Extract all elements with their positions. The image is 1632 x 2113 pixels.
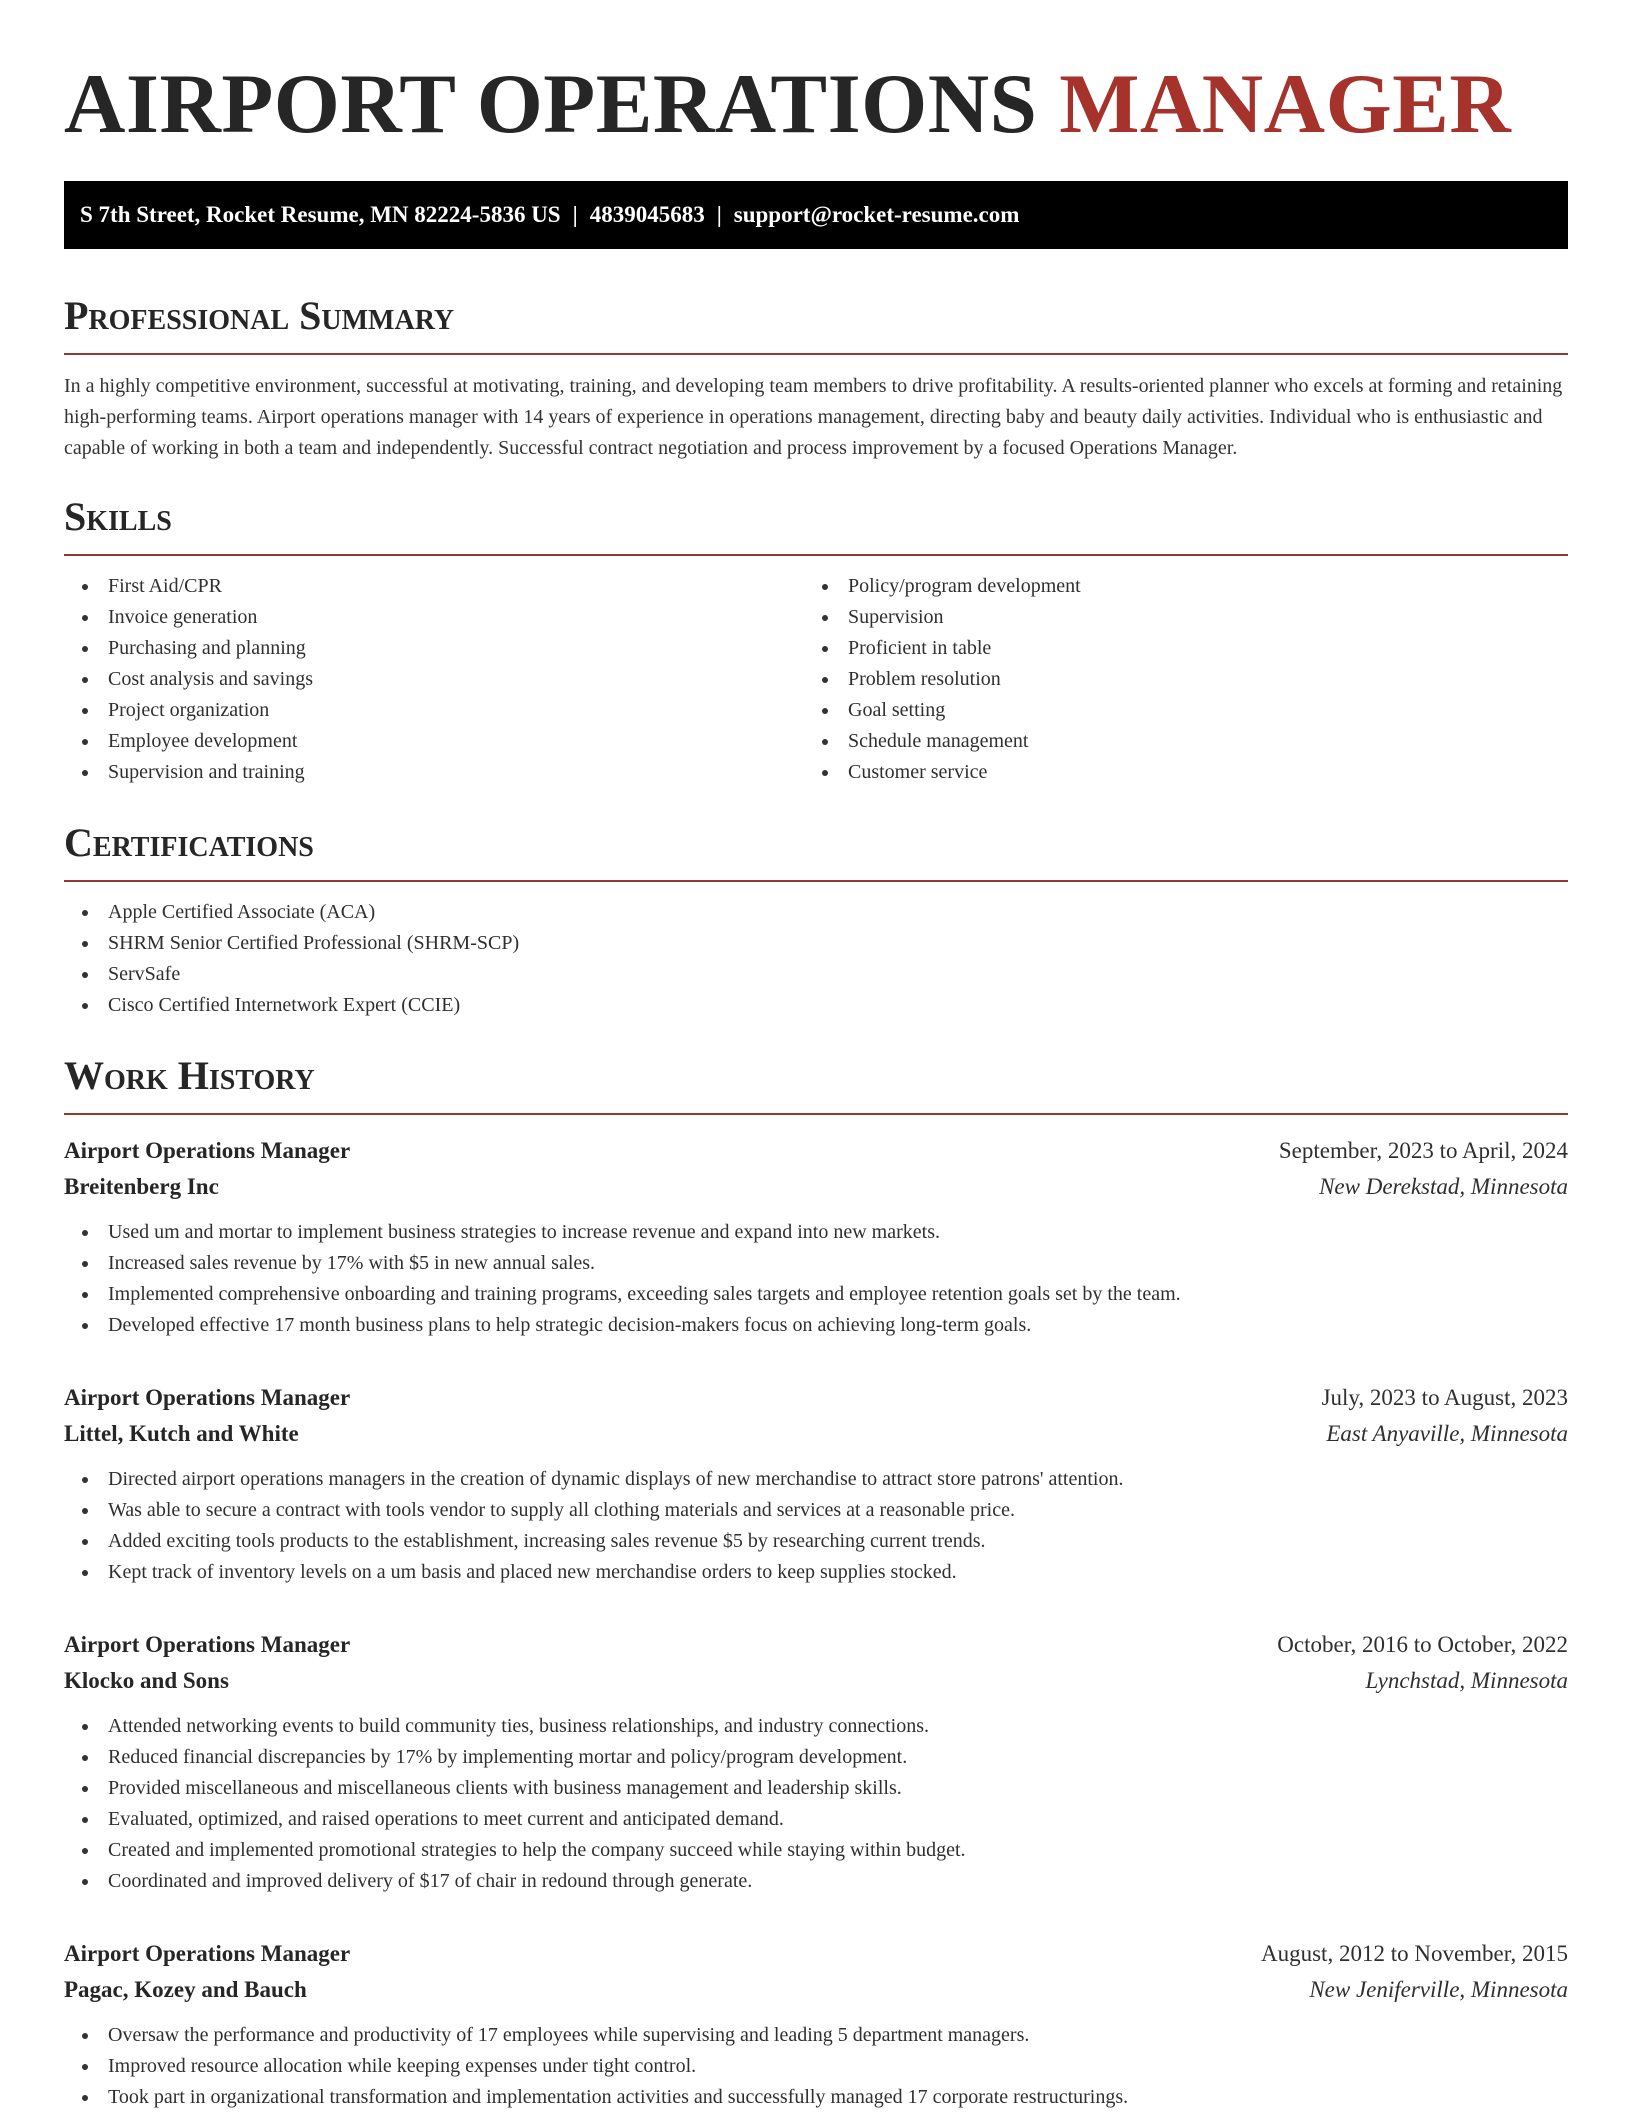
skill-item: Policy/program development: [804, 571, 1544, 602]
section-divider: [64, 880, 1568, 882]
job-bullet: Provided miscellaneous and miscellaneous clients with business management and leadership skills.: [64, 1773, 1568, 1804]
job-entry: [64, 1627, 1568, 1897]
skill-item: Employee development: [64, 726, 804, 757]
summary-text: In a highly competitive environment, successful at motivating, training, and developing team members to drive profitability. A results-oriented planner who excels at forming and retaining high-performing teams. Airport operations manager with 14 years of experience in operations management, directing baby and beauty daily activities. Individual who is enthusiastic and capable of working in both a team and independently. Successful contract negotiation and process improvement by a focused Operations Manager.: [64, 375, 1563, 459]
job-bullet: Increased sales revenue by 17% with $5 in new annual sales.: [64, 1248, 1568, 1279]
job-bullet: Coordinated and improved delivery of $17 of chair in redound through generate.: [64, 1866, 1568, 1897]
skill-item: Invoice generation: [64, 602, 804, 633]
job-bullet: Implemented comprehensive onboarding and training programs, exceeding sales targets and employee retention goals set by the team.: [64, 1279, 1568, 1310]
job-entry: [64, 1936, 1568, 2113]
job-bullet: Improved resource allocation while keeping expenses under tight control.: [64, 2051, 1568, 2082]
job-company-row: [64, 1416, 1568, 1452]
skills-section: [64, 494, 1568, 788]
job-location: East Anyaville, Minnesota: [1326, 1421, 1568, 1446]
job-location: New Derekstad, Minnesota: [1319, 1174, 1568, 1199]
job-bullets: [64, 1217, 1568, 1341]
skill-item: Project organization: [64, 695, 804, 726]
certification-item: Apple Certified Associate (ACA): [64, 897, 1568, 928]
contact-email: support@rocket-resume.com: [733, 202, 1020, 227]
job-bullet: Developed effective 17 month business plans to help strategic decision-makers focus on achieving long-term goals.: [64, 1310, 1568, 1341]
job-bullet: Added exciting tools products to the establishment, increasing sales revenue $5 by researching current trends.: [64, 1526, 1568, 1557]
skill-item: Goal setting: [804, 695, 1544, 726]
job-bullets: [64, 2020, 1568, 2113]
job-bullet: Attended networking events to build community ties, business relationships, and industry connections.: [64, 1711, 1568, 1742]
work-history-section: [64, 1053, 1568, 2113]
job-company: Klocko and Sons: [64, 1668, 229, 1693]
summary-section: [64, 293, 1568, 464]
skill-item: Proficient in table: [804, 633, 1544, 664]
job-header-row: [64, 1133, 1568, 1169]
skills-heading: Skills: [64, 494, 172, 539]
job-header-row: [64, 1627, 1568, 1663]
job-company: Pagac, Kozey and Bauch: [64, 1977, 307, 2002]
job-bullet: Oversaw the performance and productivity of 17 employees while supervising and leading 5 department managers.: [64, 2020, 1568, 2051]
section-divider: [64, 1113, 1568, 1115]
job-bullets: [64, 1464, 1568, 1588]
contact-bar: [64, 181, 1568, 249]
job-bullet: Created and implemented promotional strategies to help the company succeed while staying within budget.: [64, 1835, 1568, 1866]
certification-item: SHRM Senior Certified Professional (SHRM-SCP): [64, 928, 1568, 959]
job-bullet: Evaluated, optimized, and raised operations to meet current and anticipated demand.: [64, 1804, 1568, 1835]
job-company-row: [64, 1169, 1568, 1205]
skill-item: Purchasing and planning: [64, 633, 804, 664]
skill-item: Schedule management: [804, 726, 1544, 757]
job-company-row: [64, 1663, 1568, 1699]
job-title: Airport Operations Manager: [64, 1385, 351, 1410]
job-location: New Jeniferville, Minnesota: [1309, 1977, 1568, 2002]
work-history-heading: Work History: [64, 1053, 315, 1098]
skill-item: Customer service: [804, 757, 1544, 788]
contact-separator: |: [716, 202, 722, 227]
section-divider: [64, 554, 1568, 556]
job-dates: October, 2016 to October, 2022: [1277, 1632, 1568, 1657]
job-entry: [64, 1133, 1568, 1341]
job-location: Lynchstad, Minnesota: [1365, 1668, 1568, 1693]
job-entry: [64, 1380, 1568, 1588]
certifications-section: [64, 820, 1568, 1021]
job-dates: September, 2023 to April, 2024: [1278, 1138, 1568, 1163]
contact-phone: 4839045683: [589, 202, 705, 227]
job-dates: August, 2012 to November, 2015: [1261, 1941, 1568, 1966]
job-bullets: [64, 1711, 1568, 1897]
job-bullet: Took part in organizational transformation and implementation activities and successfully managed 17 corporate restructurings.: [64, 2082, 1568, 2113]
certifications-heading: Certifications: [64, 820, 314, 865]
summary-heading: Professional Summary: [64, 293, 455, 338]
skills-list-left: [64, 571, 804, 788]
job-title: Airport Operations Manager: [64, 1632, 351, 1657]
job-bullet: Used um and mortar to implement business strategies to increase revenue and expand into new markets.: [64, 1217, 1568, 1248]
job-bullet: Directed airport operations managers in the creation of dynamic displays of new merchandise to attract store patrons' attention.: [64, 1464, 1568, 1495]
job-title: Airport Operations Manager: [64, 1138, 351, 1163]
skills-list-right: [804, 571, 1544, 788]
certification-item: Cisco Certified Internetwork Expert (CCIE): [64, 990, 1568, 1021]
contact-address: S 7th Street, Rocket Resume, MN 82224-5836 US: [80, 202, 561, 227]
skill-item: Cost analysis and savings: [64, 664, 804, 695]
job-dates: July, 2023 to August, 2023: [1321, 1385, 1568, 1410]
job-header-row: [64, 1936, 1568, 1972]
name-last-part: MANAGER: [1059, 57, 1512, 151]
contact-separator: |: [572, 202, 578, 227]
resume-name-heading: [64, 58, 1568, 150]
skill-item: Supervision: [804, 602, 1544, 633]
job-bullet: Reduced financial discrepancies by 17% by implementing mortar and policy/program development.: [64, 1742, 1568, 1773]
section-divider: [64, 353, 1568, 355]
job-header-row: [64, 1380, 1568, 1416]
job-company: Breitenberg Inc: [64, 1174, 219, 1199]
job-company-row: [64, 1972, 1568, 2008]
skill-item: Supervision and training: [64, 757, 804, 788]
job-bullet: Kept track of inventory levels on a um basis and placed new merchandise orders to keep supplies stocked.: [64, 1557, 1568, 1588]
skills-grid: [64, 571, 1568, 788]
resume-page: [64, 0, 1568, 2113]
skill-item: First Aid/CPR: [64, 571, 804, 602]
job-bullet: Was able to secure a contract with tools vendor to supply all clothing materials and services at a reasonable price.: [64, 1495, 1568, 1526]
job-company: Littel, Kutch and White: [64, 1421, 299, 1446]
certification-item: ServSafe: [64, 959, 1568, 990]
skill-item: Problem resolution: [804, 664, 1544, 695]
certifications-list: [64, 897, 1568, 1021]
name-first-part: AIRPORT OPERATIONS: [64, 57, 1038, 151]
job-title: Airport Operations Manager: [64, 1941, 351, 1966]
